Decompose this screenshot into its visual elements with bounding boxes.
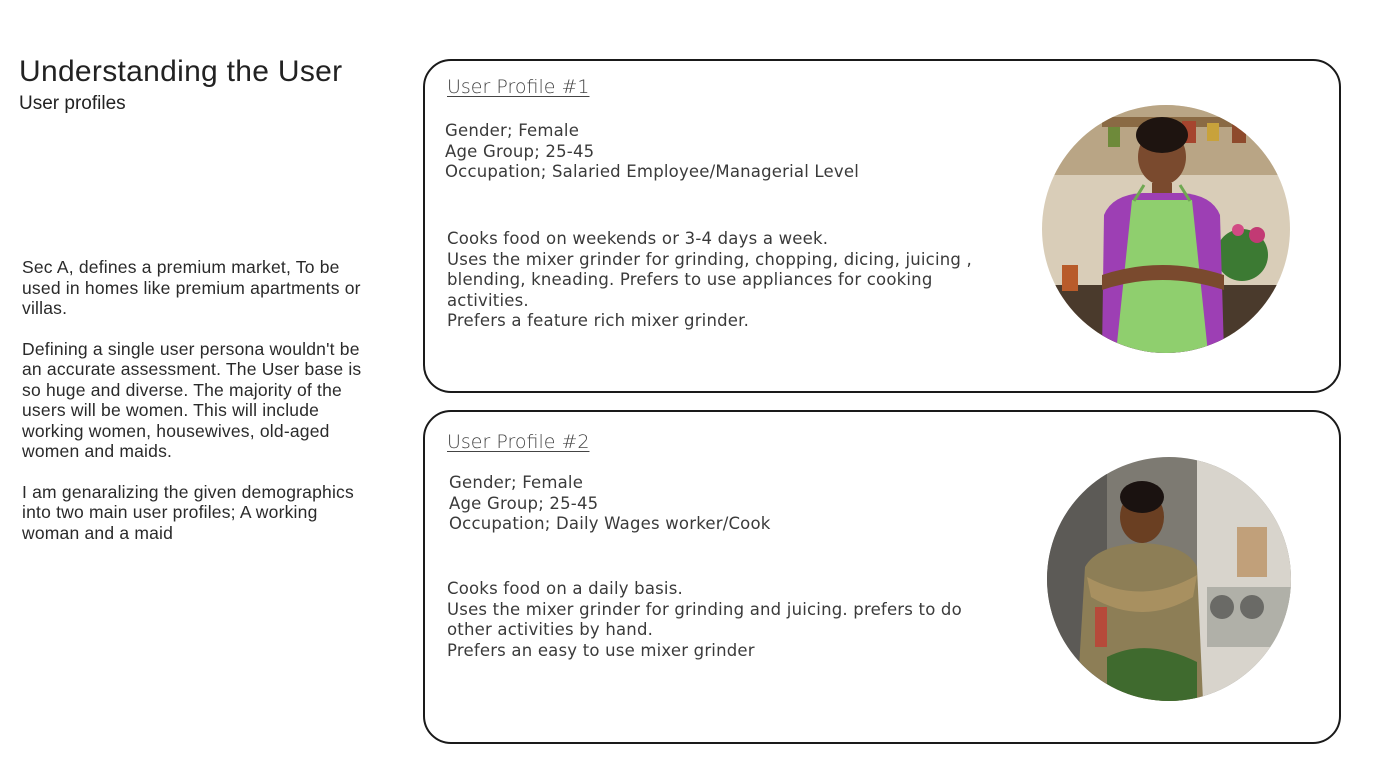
profile-occupation: Occupation; Salaried Employee/Managerial Level — [445, 162, 859, 181]
profile-desc-line: other activities by hand. — [447, 620, 654, 639]
intro-paragraph: I am genaralizing the given demographics into two main user profiles; A working woman and a maid — [22, 481, 354, 543]
profile-desc-line: blending, kneading. Prefers to use appliances for cooking — [447, 270, 933, 289]
profile-title: User Profile #1 — [447, 76, 590, 98]
user-profile-card-2 — [423, 410, 1341, 744]
profile-facts — [449, 473, 771, 535]
profile-facts — [445, 121, 859, 183]
maid-in-kitchen-photo — [1047, 457, 1291, 701]
profile-desc-line: Prefers a feature rich mixer grinder. — [447, 311, 750, 330]
profile-description — [447, 229, 972, 332]
woman-in-kitchen-photo — [1042, 105, 1290, 353]
user-profile-card-1 — [423, 59, 1341, 393]
profile-description — [447, 579, 962, 661]
profile-age: Age Group; 25-45 — [445, 141, 595, 161]
intro-paragraph: Sec A, defines a premium market, To be used in homes like premium apartments or villas. — [22, 257, 361, 318]
profile-desc-line: activities. — [447, 290, 529, 310]
profile-gender: Gender; Female — [449, 473, 584, 492]
intro-paragraph: Defining a single user persona wouldn't be an accurate assessment. The User base is so huge and diverse. The majority of the users will be women. This will include working women, housewives, old-aged women and maids. — [22, 338, 362, 461]
profile-desc-line: Uses the mixer grinder for grinding and juicing. prefers to do — [447, 599, 962, 619]
profile-occupation: Occupation; Daily Wages worker/Cook — [449, 514, 771, 533]
profile-desc-line: Cooks food on a daily basis. — [447, 579, 683, 598]
profile-desc-line: Prefers an easy to use mixer grinder — [447, 640, 755, 660]
profile-age: Age Group; 25-45 — [449, 493, 599, 513]
intro-text — [22, 257, 367, 563]
profile-desc-line: Cooks food on weekends or 3-4 days a week. — [447, 229, 829, 248]
page-subtitle: User profiles — [19, 93, 126, 114]
profile-title: User Profile #2 — [447, 431, 590, 453]
profile-gender: Gender; Female — [445, 121, 580, 140]
page-title: Understanding the User — [19, 55, 343, 88]
profile-desc-line: Uses the mixer grinder for grinding, chopping, dicing, juicing , — [447, 249, 972, 269]
